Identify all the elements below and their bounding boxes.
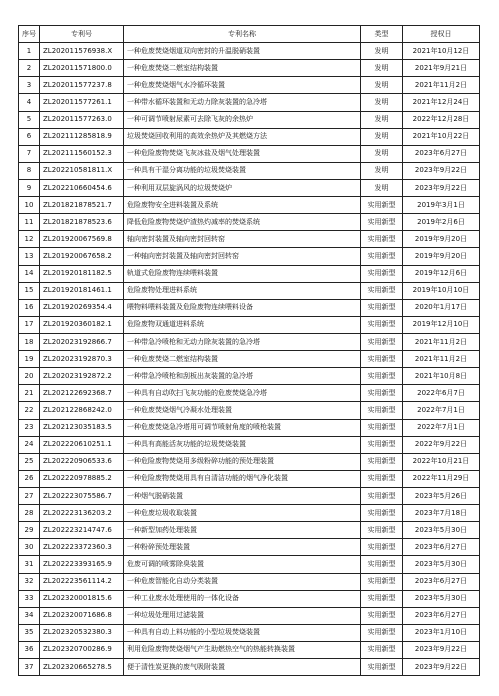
patent-number: ZL202223561114.2 — [40, 573, 124, 590]
patent-name: 一种粉碎预处理装置 — [124, 539, 361, 556]
patent-type: 发明 — [361, 111, 403, 128]
patent-type: 实用新型 — [361, 641, 403, 658]
patent-number: ZL201920067569.8 — [40, 231, 124, 248]
table-row — [19, 60, 480, 77]
patent-number: ZL202210660454.6 — [40, 179, 124, 196]
patent-number: ZL201920181461.1 — [40, 282, 124, 299]
row-index: 21 — [19, 385, 40, 402]
patent-number: ZL201821878521.7 — [40, 197, 124, 214]
row-index: 17 — [19, 316, 40, 333]
patent-type: 实用新型 — [361, 659, 403, 676]
patent-name: 一种危废垃圾收取装置 — [124, 505, 361, 522]
patent-name: 一种危废焚烧烟气水冷循环装置 — [124, 77, 361, 94]
patent-number: ZL202023192870.3 — [40, 351, 124, 368]
row-index: 5 — [19, 111, 40, 128]
row-index: 11 — [19, 214, 40, 231]
header-index: 序号 — [19, 26, 40, 43]
patent-type: 实用新型 — [361, 556, 403, 573]
patent-name: 轨道式危险废物连续喂料装置 — [124, 265, 361, 282]
table-row — [19, 128, 480, 145]
row-index: 23 — [19, 419, 40, 436]
grant-date: 2019年2月6日 — [403, 214, 480, 231]
patent-number: ZL202223136203.2 — [40, 505, 124, 522]
grant-date: 2019年10月10日 — [403, 282, 480, 299]
grant-date: 2023年9月22日 — [403, 179, 480, 196]
patent-number: ZL201920181182.5 — [40, 265, 124, 282]
patent-name: 喂物料喂料装置及危险废物连续喂料设备 — [124, 299, 361, 316]
patent-number: ZL201920360182.1 — [40, 316, 124, 333]
grant-date: 2023年1月10日 — [403, 624, 480, 641]
table-row — [19, 351, 480, 368]
row-index: 3 — [19, 77, 40, 94]
table-row — [19, 94, 480, 111]
patent-number: ZL202111285818.9 — [40, 128, 124, 145]
patent-type: 实用新型 — [361, 214, 403, 231]
header-patent-name: 专利名称 — [124, 26, 361, 43]
grant-date: 2019年12月6日 — [403, 265, 480, 282]
row-index: 36 — [19, 641, 40, 658]
grant-date: 2023年9月22日 — [403, 162, 480, 179]
table-row — [19, 43, 480, 60]
patent-name: 一种带急冷喷枪和无动力除灰装置的急冷塔 — [124, 333, 361, 350]
patent-type: 实用新型 — [361, 453, 403, 470]
patent-name: 便于清性炭更换的废气吸附装置 — [124, 659, 361, 676]
table-row — [19, 556, 480, 573]
patent-number: ZL202320665278.5 — [40, 659, 124, 676]
grant-date: 2021年10月8日 — [403, 368, 480, 385]
patent-number: ZL202011571800.0 — [40, 60, 124, 77]
patent-name: 一种带水循环装置和无动力除灰装置的急冷塔 — [124, 94, 361, 111]
grant-date: 2023年6月27日 — [403, 607, 480, 624]
row-index: 24 — [19, 436, 40, 453]
row-index: 30 — [19, 539, 40, 556]
header-grant-date: 授权日 — [403, 26, 480, 43]
row-index: 4 — [19, 94, 40, 111]
row-index: 22 — [19, 402, 40, 419]
grant-date: 2023年5月30日 — [403, 522, 480, 539]
patent-number: ZL202111560152.3 — [40, 145, 124, 162]
patent-name: 危险废物处理进料系统 — [124, 282, 361, 299]
table-row — [19, 316, 480, 333]
table-row — [19, 641, 480, 658]
patent-number: ZL202011577261.1 — [40, 94, 124, 111]
table-row — [19, 179, 480, 196]
row-index: 12 — [19, 231, 40, 248]
row-index: 18 — [19, 333, 40, 350]
grant-date: 2023年5月30日 — [403, 590, 480, 607]
grant-date: 2022年9月22日 — [403, 436, 480, 453]
row-index: 8 — [19, 162, 40, 179]
patent-number: ZL202220906533.6 — [40, 453, 124, 470]
table-row — [19, 77, 480, 94]
grant-date: 2021年9月21日 — [403, 60, 480, 77]
patent-name: 一种具有自动吹扫飞灰功能的危废焚烧急冷塔 — [124, 385, 361, 402]
table-row — [19, 453, 480, 470]
patent-type: 实用新型 — [361, 539, 403, 556]
patent-type: 实用新型 — [361, 505, 403, 522]
patent-name: 一种垃圾处理用过滤装置 — [124, 607, 361, 624]
patent-type: 实用新型 — [361, 470, 403, 487]
table-row — [19, 573, 480, 590]
patent-type: 实用新型 — [361, 299, 403, 316]
grant-date: 2020年1月17日 — [403, 299, 480, 316]
grant-date: 2023年9月22日 — [403, 641, 480, 658]
table-row — [19, 197, 480, 214]
grant-date: 2021年11月2日 — [403, 77, 480, 94]
patent-type: 实用新型 — [361, 231, 403, 248]
grant-date: 2021年12月24日 — [403, 94, 480, 111]
row-index: 19 — [19, 351, 40, 368]
patent-type: 实用新型 — [361, 282, 403, 299]
table-row — [19, 214, 480, 231]
grant-date: 2022年7月1日 — [403, 402, 480, 419]
patent-table — [18, 25, 480, 676]
row-index: 10 — [19, 197, 40, 214]
grant-date: 2022年12月28日 — [403, 111, 480, 128]
patent-name: 一种带急冷喷枪和刮板出灰装置的急冷塔 — [124, 368, 361, 385]
row-index: 2 — [19, 60, 40, 77]
row-index: 28 — [19, 505, 40, 522]
grant-date: 2019年9月20日 — [403, 231, 480, 248]
row-index: 13 — [19, 248, 40, 265]
patent-name: 一种危废焚烧烟气冷凝水处理装置 — [124, 402, 361, 419]
table-row — [19, 248, 480, 265]
patent-number: ZL202223372360.3 — [40, 539, 124, 556]
patent-type: 实用新型 — [361, 333, 403, 350]
patent-name: 一种工业废水处理使用的一体化设备 — [124, 590, 361, 607]
patent-number: ZL202011576938.X — [40, 43, 124, 60]
table-row — [19, 145, 480, 162]
patent-number: ZL202220610251.1 — [40, 436, 124, 453]
table-row — [19, 368, 480, 385]
row-index: 9 — [19, 179, 40, 196]
table-row — [19, 659, 480, 676]
patent-type: 实用新型 — [361, 385, 403, 402]
grant-date: 2022年7月1日 — [403, 419, 480, 436]
table-row — [19, 385, 480, 402]
patent-number: ZL202210581811.X — [40, 162, 124, 179]
patent-type: 实用新型 — [361, 590, 403, 607]
table-header-row — [19, 26, 480, 43]
grant-date: 2022年6月7日 — [403, 385, 480, 402]
table-row — [19, 231, 480, 248]
grant-date: 2023年6月27日 — [403, 573, 480, 590]
patent-name: 一种利用双层旋涡风的垃圾焚烧炉 — [124, 179, 361, 196]
patent-type: 发明 — [361, 60, 403, 77]
table-row — [19, 505, 480, 522]
table-row — [19, 419, 480, 436]
table-row — [19, 333, 480, 350]
row-index: 6 — [19, 128, 40, 145]
row-index: 34 — [19, 607, 40, 624]
row-index: 1 — [19, 43, 40, 60]
table-row — [19, 436, 480, 453]
patent-type: 实用新型 — [361, 197, 403, 214]
patent-number: ZL202011577263.0 — [40, 111, 124, 128]
patent-number: ZL202223214747.6 — [40, 522, 124, 539]
grant-date: 2019年9月20日 — [403, 248, 480, 265]
grant-date: 2023年7月18日 — [403, 505, 480, 522]
patent-type: 发明 — [361, 77, 403, 94]
patent-type: 实用新型 — [361, 487, 403, 504]
table-row — [19, 624, 480, 641]
patent-type: 发明 — [361, 128, 403, 145]
header-type: 类型 — [361, 26, 403, 43]
patent-list-page — [18, 25, 479, 676]
patent-name: 危险废物安全进料装置及系统 — [124, 197, 361, 214]
patent-type: 发明 — [361, 162, 403, 179]
row-index: 37 — [19, 659, 40, 676]
table-row — [19, 111, 480, 128]
table-row — [19, 590, 480, 607]
patent-name: 轴向密封装置及轴向密封回转窑 — [124, 231, 361, 248]
table-row — [19, 162, 480, 179]
patent-name: 一种轴向密封装置及轴向密封回转窑 — [124, 248, 361, 265]
patent-name: 一种危险废物焚烧飞灰冰盐及烟气处理装置 — [124, 145, 361, 162]
row-index: 20 — [19, 368, 40, 385]
patent-name: 一种具有干湿分离功能的垃圾焚烧装置 — [124, 162, 361, 179]
patent-type: 实用新型 — [361, 607, 403, 624]
patent-type: 发明 — [361, 43, 403, 60]
patent-type: 实用新型 — [361, 368, 403, 385]
table-row — [19, 470, 480, 487]
patent-name: 一种危险废物焚烧用具有自清洁功能的烟气净化装置 — [124, 470, 361, 487]
patent-number: ZL202223393165.9 — [40, 556, 124, 573]
row-index: 32 — [19, 573, 40, 590]
grant-date: 2023年5月30日 — [403, 556, 480, 573]
table-row — [19, 265, 480, 282]
grant-date: 2019年3月1日 — [403, 197, 480, 214]
grant-date: 2019年12月10日 — [403, 316, 480, 333]
grant-date: 2023年6月27日 — [403, 539, 480, 556]
row-index: 16 — [19, 299, 40, 316]
patent-name: 一种具有自动上料功能的小型垃圾焚烧装置 — [124, 624, 361, 641]
patent-type: 实用新型 — [361, 351, 403, 368]
patent-name: 一种危险废物焚烧用多级粉碎功能的预处理装置 — [124, 453, 361, 470]
table-row — [19, 607, 480, 624]
row-index: 26 — [19, 470, 40, 487]
patent-number: ZL202122692368.7 — [40, 385, 124, 402]
patent-type: 实用新型 — [361, 624, 403, 641]
table-row — [19, 282, 480, 299]
patent-number: ZL202123035183.5 — [40, 419, 124, 436]
row-index: 27 — [19, 487, 40, 504]
patent-number: ZL202320532380.3 — [40, 624, 124, 641]
grant-date: 2021年11月2日 — [403, 351, 480, 368]
grant-date: 2022年11月29日 — [403, 470, 480, 487]
patent-number: ZL202320001815.6 — [40, 590, 124, 607]
patent-type: 实用新型 — [361, 436, 403, 453]
patent-type: 实用新型 — [361, 248, 403, 265]
patent-name: 一种可调节喷射尿素可去除飞灰的余热炉 — [124, 111, 361, 128]
patent-number: ZL201821878523.6 — [40, 214, 124, 231]
patent-number: ZL202023192872.2 — [40, 368, 124, 385]
patent-name: 利用危险废物焚烧烟气产生助燃热空气的热能转换装置 — [124, 641, 361, 658]
grant-date: 2023年9月22日 — [403, 659, 480, 676]
patent-name: 一种危废焚烧二燃室结构装置 — [124, 60, 361, 77]
row-index: 31 — [19, 556, 40, 573]
patent-type: 实用新型 — [361, 522, 403, 539]
row-index: 29 — [19, 522, 40, 539]
patent-name: 一种新型加药处理装置 — [124, 522, 361, 539]
patent-type: 发明 — [361, 145, 403, 162]
patent-type: 实用新型 — [361, 316, 403, 333]
patent-type: 实用新型 — [361, 402, 403, 419]
patent-type: 发明 — [361, 94, 403, 111]
patent-name: 危废可调的喷雾除臭装置 — [124, 556, 361, 573]
patent-number: ZL201920269354.4 — [40, 299, 124, 316]
grant-date: 2023年5月26日 — [403, 487, 480, 504]
patent-name: 一种危废焚烧二燃室结构装置 — [124, 351, 361, 368]
patent-type: 发明 — [361, 179, 403, 196]
table-row — [19, 299, 480, 316]
patent-number: ZL202320700286.9 — [40, 641, 124, 658]
row-index: 7 — [19, 145, 40, 162]
patent-number: ZL202122868242.0 — [40, 402, 124, 419]
patent-number: ZL202320071686.8 — [40, 607, 124, 624]
patent-name: 一种具有高能活灰功能的垃圾焚烧装置 — [124, 436, 361, 453]
patent-name: 一种危废焚烧急冷塔用可调节喷射角度的喷枪装置 — [124, 419, 361, 436]
patent-name: 危险废物双通道进料系统 — [124, 316, 361, 333]
patent-name: 降低危险废物焚烧炉渣热灼减率的焚烧系统 — [124, 214, 361, 231]
patent-name: 一种危废焚烧烟道双向密封的升温脱硝装置 — [124, 43, 361, 60]
patent-number: ZL201920067658.2 — [40, 248, 124, 265]
grant-date: 2021年11月2日 — [403, 333, 480, 350]
row-index: 25 — [19, 453, 40, 470]
patent-name: 垃圾焚烧回收利用的高效余热炉及其燃烧方法 — [124, 128, 361, 145]
table-row — [19, 487, 480, 504]
header-patent-number: 专利号 — [40, 26, 124, 43]
patent-name: 一种烟气脱硝装置 — [124, 487, 361, 504]
table-row — [19, 539, 480, 556]
row-index: 15 — [19, 282, 40, 299]
patent-type: 实用新型 — [361, 419, 403, 436]
patent-number: ZL202220978885.2 — [40, 470, 124, 487]
patent-number: ZL202023192866.7 — [40, 333, 124, 350]
patent-type: 实用新型 — [361, 573, 403, 590]
grant-date: 2023年6月27日 — [403, 145, 480, 162]
patent-number: ZL202011577237.8 — [40, 77, 124, 94]
row-index: 35 — [19, 624, 40, 641]
patent-type: 实用新型 — [361, 265, 403, 282]
grant-date: 2022年10月21日 — [403, 453, 480, 470]
row-index: 33 — [19, 590, 40, 607]
row-index: 14 — [19, 265, 40, 282]
grant-date: 2021年10月12日 — [403, 43, 480, 60]
table-row — [19, 522, 480, 539]
table-row — [19, 402, 480, 419]
patent-name: 一种危废智能化自动分类装置 — [124, 573, 361, 590]
grant-date: 2021年10月22日 — [403, 128, 480, 145]
patent-number: ZL202223075586.7 — [40, 487, 124, 504]
